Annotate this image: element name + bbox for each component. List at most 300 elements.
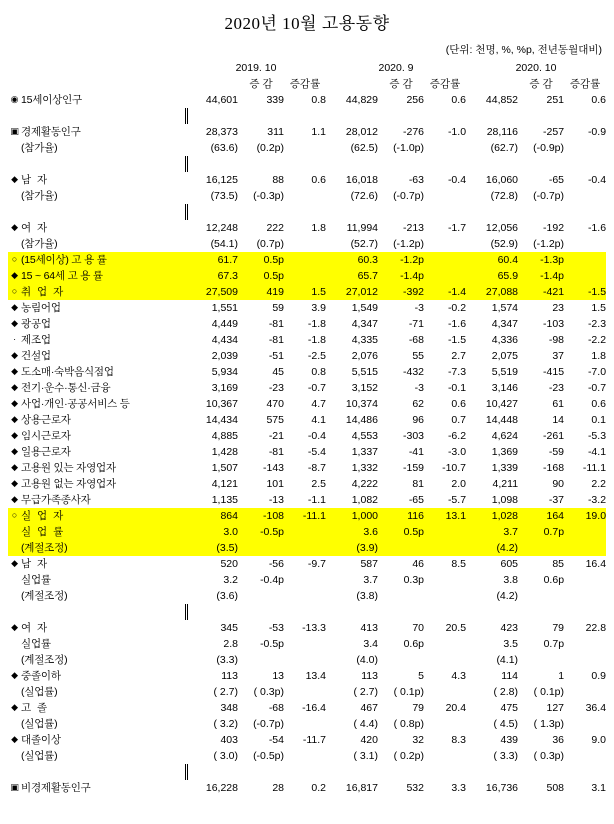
cell-services-2020-09-value: 10,374 (345, 397, 378, 410)
spacer-cell (424, 204, 466, 220)
spacer-cell (424, 156, 466, 172)
row-bullet-icon: ◆ (11, 621, 18, 632)
cell-un_male-2020-09-value: 587 (360, 557, 378, 570)
table-row (8, 572, 606, 588)
cell-utilities-2020-09-change: -3 (414, 381, 424, 394)
table-row (8, 588, 606, 604)
row-label-text: (계절조정) (21, 541, 68, 554)
cell-un_female-2019-10-change: -53 (268, 621, 284, 634)
cell-edu_high-2020-10-rate: 36.4 (585, 701, 607, 714)
spacer-cell (466, 108, 518, 124)
cell-agri-2020-09-rate: -0.2 (447, 301, 467, 314)
cell-edu_high-2020-10-value: 475 (500, 701, 519, 714)
row-label-mining (8, 316, 186, 332)
row-label-manufacturing (8, 332, 186, 348)
table-row (8, 124, 606, 140)
table-row (8, 620, 606, 636)
table-row (8, 428, 606, 444)
row-label-text: (실업률) (21, 749, 58, 762)
row-label-text: 고 졸 (21, 701, 49, 714)
cell-edu_middle_rate-2020-09-change: ( 0.1p) (393, 685, 424, 698)
cell-ea_male-2019-10-rate: 0.6 (311, 173, 326, 186)
cell-edu_high-2020-09-change: 79 (412, 701, 424, 714)
spacer-cell (238, 204, 284, 220)
cell-regular-2020-10-value: 14,448 (485, 413, 519, 426)
cell-un_male_sa-2020-10-value: (4.2) (496, 589, 519, 602)
table-row (8, 476, 606, 492)
cell-emp_rate_1564-2020-09-rate (424, 268, 466, 284)
cell-employed-2019-10-value: 27,509 (186, 284, 238, 300)
cell-econ_active-2020-10-rate: -0.9 (587, 125, 607, 138)
table-row (8, 412, 606, 428)
cell-un_male-2020-09-rate: 8.5 (451, 557, 467, 570)
cell-edu_middle_rate-2019-10-rate (284, 684, 326, 700)
cell-not_econ_active-2020-10-value: 16,736 (485, 781, 519, 794)
cell-ea_male-2020-09-rate: -0.4 (447, 173, 467, 186)
cell-un_male-2019-10-change: -56 (268, 557, 284, 570)
spacer-cell (186, 604, 238, 620)
cell-pop15-2020-10-rate: 0.6 (591, 93, 607, 106)
row-bullet-icon: ◆ (11, 349, 18, 360)
cell-manufacturing-2020-10-value: 4,336 (491, 333, 519, 346)
cell-ea_male-2019-10-value: 16,125 (205, 173, 238, 186)
table-row (8, 316, 606, 332)
cell-construction-2020-10-change: 37 (552, 349, 565, 362)
cell-self_emp_without-2020-09-rate: 2.0 (451, 477, 467, 490)
cell-edu_high_rate-2019-10-rate (284, 716, 326, 732)
cell-temporary-2020-10-rate: -5.3 (587, 429, 607, 442)
cell-services-2020-10-change: 61 (552, 397, 565, 410)
header-blank-corner (8, 60, 186, 92)
cell-employed-2020-10-change: -421 (518, 284, 564, 300)
cell-econ_active_rate-2020-09-rate (424, 140, 466, 156)
cell-ea_female-2020-10-rate: -1.6 (587, 221, 607, 234)
cell-ea_male_rate-2020-10-value: (72.8) (490, 189, 519, 202)
row-label-text: 남 자 (21, 173, 49, 186)
cell-unpaid_family-2020-09-change: -65 (408, 493, 424, 506)
spacer-cell (518, 108, 564, 124)
cell-un_female_rate-2019-10-change: -0.5p (260, 637, 284, 650)
cell-un_female_rate-2020-09-rate (424, 636, 466, 652)
row-label-text: 농림어업 (21, 301, 61, 314)
cell-ea_female_rate-2020-10-rate (564, 236, 606, 252)
row-bullet-icon: ◆ (11, 381, 18, 392)
cell-edu_college_rate-2020-10-rate (564, 748, 606, 764)
cell-mining-2019-10-change: -81 (268, 317, 284, 330)
row-label-edu_middle (8, 668, 186, 684)
cell-regular-2020-10-change: 14 (552, 413, 565, 426)
cell-manufacturing-2020-10-rate: -2.2 (587, 333, 607, 346)
table-row (8, 732, 606, 748)
cell-self_emp_without-2020-09-value: 4,222 (351, 477, 378, 490)
cell-un_male_rate-2020-09-rate (424, 572, 466, 588)
cell-emp_rate_1564-2019-10-rate (284, 268, 326, 284)
row-label-unemployed (8, 508, 186, 524)
cell-un_male_rate-2020-10-rate (564, 572, 606, 588)
cell-econ_active_rate-2020-10-change: (-0.9p) (533, 141, 565, 154)
cell-un_female-2020-09-rate: 20.5 (445, 621, 467, 634)
spacer-cell (186, 764, 238, 780)
cell-unemp_rate_sa-2020-10-rate (564, 540, 606, 556)
spacer-cell (518, 604, 564, 620)
cell-edu_high_rate-2019-10-change: (-0.7p) (253, 717, 284, 730)
cell-edu_college_rate-2020-09-value: ( 3.1) (353, 749, 378, 762)
cell-un_male_sa-2020-09-change (378, 588, 424, 604)
row-label-daily (8, 444, 186, 460)
cell-edu_middle-2020-10-change: 1 (558, 669, 565, 682)
cell-unemp_rate-2020-10-value: 3.7 (466, 524, 518, 540)
row-label-text: 고용원 없는 자영업자 (21, 477, 116, 490)
row-label-pop15 (8, 92, 186, 108)
row-label-text: 일용근로자 (21, 445, 71, 458)
header-value-2020-10 (466, 76, 518, 92)
cell-econ_active_rate-2020-10-value: (62.7) (490, 141, 519, 154)
cell-employed-2020-09-change: -392 (378, 284, 424, 300)
table-row (8, 268, 606, 284)
row-bullet-icon: · (13, 333, 16, 344)
row-label-text: (실업률) (21, 685, 58, 698)
cell-edu_middle_rate-2020-10-change: ( 0.1p) (533, 685, 565, 698)
row-label-text: 사업·개인·공공서비스 등 (21, 397, 130, 410)
row-label-text: 15 ~ 64세 고 용 률 (21, 269, 103, 282)
row-label-ea_male_rate (8, 188, 186, 204)
cell-edu_high-2019-10-change: -68 (268, 701, 284, 714)
cell-econ_active_rate-2019-10-value: (63.6) (210, 141, 238, 154)
cell-econ_active-2019-10-rate: 1.1 (311, 125, 326, 138)
spacer-cell (518, 156, 564, 172)
spacer-cell (378, 764, 424, 780)
cell-un_female_rate-2020-09-value: 3.4 (363, 637, 378, 650)
cell-emp_rate_1564-2019-10-value: 67.3 (186, 268, 238, 284)
table-spacer-row (8, 108, 606, 124)
table-row (8, 684, 606, 700)
cell-unemployed-2020-09-change: 116 (378, 508, 424, 524)
cell-not_econ_active-2020-09-change: 532 (406, 781, 424, 794)
row-label-un_female_sa (8, 652, 186, 668)
spacer-cell (326, 108, 378, 124)
cell-emp_rate_1564-2020-10-value: 65.9 (466, 268, 518, 284)
row-label-edu_high_rate (8, 716, 186, 732)
row-label-text: 경제활동인구 (21, 125, 81, 138)
cell-mining-2019-10-value: 4,449 (211, 317, 238, 330)
spacer-cell (186, 156, 238, 172)
row-label-regular (8, 412, 186, 428)
cell-construction-2020-09-change: 55 (412, 349, 424, 362)
row-label-edu_middle_rate (8, 684, 186, 700)
cell-emp_rate_15-2019-10-rate (284, 252, 326, 268)
row-label-edu_college (8, 732, 186, 748)
cell-ea_female-2019-10-change: 222 (266, 221, 284, 234)
cell-ea_female_rate-2020-09-value: (52.7) (350, 237, 378, 250)
row-bullet-icon: ◆ (11, 445, 18, 456)
cell-wholesale-2020-10-change: -415 (543, 365, 565, 378)
cell-ea_male-2020-10-rate: -0.4 (587, 173, 607, 186)
cell-ea_male_rate-2020-10-change: (-0.7p) (533, 189, 565, 202)
cell-edu_middle-2020-09-rate: 4.3 (451, 669, 467, 682)
header-rate-2020-10: 증감률 (569, 77, 601, 90)
cell-unemp_rate-2020-09-rate (424, 524, 466, 540)
cell-unpaid_family-2019-10-change: -13 (268, 493, 284, 506)
cell-services-2020-10-value: 10,427 (485, 397, 519, 410)
cell-self_emp_with-2020-09-rate: -10.7 (442, 461, 467, 474)
row-label-text: (참가율) (21, 189, 58, 202)
header-rate-2020-09: 증감률 (429, 77, 461, 90)
cell-edu_middle_rate-2020-10-value: ( 2.8) (493, 685, 519, 698)
cell-emp_rate_1564-2020-09-change: -1.4p (378, 268, 424, 284)
table-row (8, 172, 606, 188)
row-label-econ_active_rate (8, 140, 186, 156)
row-label-temporary (8, 428, 186, 444)
cell-edu_middle-2019-10-change: 13 (272, 669, 284, 682)
cell-mining-2019-10-rate: -1.8 (307, 317, 326, 330)
table-row (8, 780, 606, 796)
row-label-un_male (8, 556, 186, 572)
cell-not_econ_active-2019-10-value: 16,228 (205, 781, 238, 794)
spacer-cell (378, 108, 424, 124)
row-label-text: 남 자 (21, 557, 49, 570)
row-label-unpaid_family (8, 492, 186, 508)
cell-wholesale-2019-10-change: 45 (272, 365, 284, 378)
cell-unemp_rate_sa-2019-10-value: (3.5) (186, 540, 238, 556)
table-row (8, 540, 606, 556)
row-label-text: 실업률 (21, 637, 51, 650)
cell-temporary-2020-10-value: 4,624 (491, 429, 519, 442)
cell-emp_rate_15-2020-09-rate (424, 252, 466, 268)
cell-unpaid_family-2020-10-value: 1,098 (491, 493, 519, 506)
cell-emp_rate_15-2019-10-value: 61.7 (186, 252, 238, 268)
cell-wholesale-2019-10-value: 5,934 (211, 365, 238, 378)
cell-unemployed-2020-09-value: 1,000 (326, 508, 378, 524)
cell-construction-2019-10-change: -51 (268, 349, 284, 362)
cell-un_male_rate-2020-10-change: 0.6p (543, 573, 565, 586)
cell-agri-2020-09-change: -3 (414, 301, 424, 314)
spacer-cell (326, 604, 378, 620)
cell-ea_female_rate-2020-10-change: (-1.2p) (533, 237, 565, 250)
cell-ea_male-2020-09-change: -63 (408, 173, 424, 186)
row-label-text: 임시근로자 (21, 429, 71, 442)
table-body (8, 92, 606, 796)
cell-wholesale-2020-10-rate: -7.0 (587, 365, 607, 378)
cell-manufacturing-2019-10-value: 4,434 (211, 333, 238, 346)
cell-edu_middle-2019-10-rate: 13.4 (305, 669, 326, 682)
row-bullet-icon: ◆ (11, 701, 18, 712)
row-label-edu_high (8, 700, 186, 716)
cell-temporary-2019-10-change: -21 (268, 429, 284, 442)
table-row (8, 300, 606, 316)
cell-econ_active-2019-10-value: 28,373 (205, 125, 238, 138)
row-label-not_econ_active (8, 780, 186, 796)
spacer-cell (564, 156, 606, 172)
row-label-text: 15세이상인구 (21, 93, 82, 106)
table-row (8, 700, 606, 716)
cell-edu_college_rate-2020-10-value: ( 3.3) (493, 749, 519, 762)
cell-unemp_rate_sa-2020-09-value: (3.9) (326, 540, 378, 556)
row-label-self_emp_with (8, 460, 186, 476)
cell-manufacturing-2020-09-rate: -1.5 (447, 333, 467, 346)
row-label-un_female (8, 620, 186, 636)
cell-un_male_sa-2020-09-value: (3.8) (356, 589, 378, 602)
cell-un_female-2020-10-rate: 22.8 (585, 621, 607, 634)
row-label-text: 비경제활동인구 (21, 781, 91, 794)
row-label-econ_active (8, 124, 186, 140)
cell-ea_male_rate-2020-09-change: (-0.7p) (393, 189, 424, 202)
cell-emp_rate_15-2020-10-change: -1.3p (518, 252, 564, 268)
cell-ea_female_rate-2020-10-value: (52.9) (490, 237, 519, 250)
cell-un_male_sa-2019-10-rate (284, 588, 326, 604)
cell-pop15-2020-10-value: 44,852 (485, 93, 519, 106)
cell-edu_middle_rate-2020-09-rate (424, 684, 466, 700)
row-label-text: 중졸이하 (21, 669, 61, 682)
table-spacer-row (8, 204, 606, 220)
cell-regular-2019-10-rate: 4.1 (311, 413, 326, 426)
cell-agri-2019-10-value: 1,551 (211, 301, 238, 314)
table-spacer-row (8, 764, 606, 780)
cell-unemp_rate-2019-10-value: 3.0 (186, 524, 238, 540)
cell-unemp_rate_sa-2019-10-change (238, 540, 284, 556)
header-change-2019-10: 증 감 (249, 77, 273, 90)
spacer-cell (466, 604, 518, 620)
row-label-text: (참가율) (21, 237, 58, 250)
row-bullet-icon: ○ (11, 285, 18, 296)
cell-econ_active_rate-2019-10-rate (284, 140, 326, 156)
row-label-unemp_rate_sa (8, 540, 186, 556)
cell-wholesale-2019-10-rate: 0.8 (311, 365, 326, 378)
cell-utilities-2019-10-rate: -0.7 (307, 381, 326, 394)
row-label-unemp_rate (8, 524, 186, 540)
row-label-emp_rate_1564 (8, 268, 186, 284)
cell-edu_high-2019-10-rate: -16.4 (302, 701, 326, 714)
cell-ea_female-2019-10-value: 12,248 (205, 221, 238, 234)
cell-edu_middle-2019-10-value: 113 (221, 669, 238, 682)
cell-un_female_sa-2020-10-change (518, 652, 564, 668)
table-row (8, 364, 606, 380)
cell-wholesale-2020-09-rate: -7.3 (447, 365, 467, 378)
employment-report-page (0, 9, 614, 824)
cell-employed-2020-09-rate: -1.4 (424, 284, 466, 300)
table-row (8, 748, 606, 764)
cell-mining-2020-10-value: 4,347 (491, 317, 519, 330)
cell-unemp_rate_sa-2020-09-rate (424, 540, 466, 556)
cell-econ_active_rate-2020-09-change: (-1.0p) (393, 141, 424, 154)
header-change-2020-09: 증 감 (389, 77, 413, 90)
row-label-text: 광공업 (21, 317, 51, 330)
cell-edu_middle-2020-09-value: 113 (361, 669, 378, 682)
table-row (8, 716, 606, 732)
row-bullet-icon: ◆ (11, 557, 18, 568)
cell-edu_middle-2020-09-change: 5 (418, 669, 424, 682)
cell-self_emp_with-2019-10-change: -143 (262, 461, 284, 474)
cell-manufacturing-2019-10-rate: -1.8 (307, 333, 326, 346)
header-row-period (8, 60, 606, 76)
cell-un_male-2020-10-value: 605 (500, 557, 519, 570)
row-bullet-icon: ▣ (10, 781, 19, 792)
spacer-cell (378, 604, 424, 620)
cell-ea_male-2019-10-change: 88 (272, 173, 284, 186)
cell-unemployed-2019-10-rate: -11.1 (284, 508, 326, 524)
cell-utilities-2019-10-change: -23 (268, 381, 284, 394)
header-period-2020-09: 2020. 9 (378, 61, 414, 74)
cell-self_emp_without-2020-10-value: 4,211 (492, 477, 519, 490)
cell-ea_male-2020-09-value: 16,018 (345, 173, 378, 186)
cell-un_male-2019-10-value: 520 (220, 557, 238, 570)
cell-self_emp_without-2020-09-change: 81 (412, 477, 424, 490)
cell-un_female_rate-2019-10-value: 2.8 (223, 637, 238, 650)
cell-unemp_rate_sa-2020-10-value: (4.2) (466, 540, 518, 556)
cell-un_female-2020-10-change: 79 (552, 621, 565, 634)
table-spacer-row (8, 156, 606, 172)
cell-services-2019-10-value: 10,367 (205, 397, 238, 410)
row-label-employed (8, 284, 186, 300)
row-label-text: 제조업 (21, 333, 51, 346)
spacer-cell (326, 764, 378, 780)
cell-daily-2019-10-change: -81 (268, 445, 284, 458)
cell-not_econ_active-2020-09-rate: 3.3 (451, 781, 467, 794)
cell-ea_female-2020-09-value: 11,994 (346, 221, 378, 234)
cell-edu_high_rate-2020-09-change: ( 0.8p) (393, 717, 424, 730)
row-label-text: 여 자 (21, 221, 49, 234)
row-label-text: (15세이상) 고 용 률 (21, 253, 107, 266)
cell-un_female_rate-2020-10-value: 3.5 (503, 637, 519, 650)
row-label-services (8, 396, 186, 412)
table-row (8, 348, 606, 364)
spacer-cell (8, 604, 186, 620)
table-row (8, 284, 606, 300)
cell-unemp_rate-2019-10-rate (284, 524, 326, 540)
cell-econ_active-2019-10-change: 311 (267, 125, 284, 138)
cell-pop15-2019-10-rate: 0.8 (311, 93, 326, 106)
cell-daily-2020-10-value: 1,369 (491, 445, 519, 458)
cell-edu_high_rate-2020-10-change: ( 1.3p) (533, 717, 565, 730)
row-bullet-icon: ◆ (11, 429, 18, 440)
cell-unpaid_family-2020-10-rate: -3.2 (587, 493, 607, 506)
table-row (8, 524, 606, 540)
cell-daily-2020-09-change: -41 (408, 445, 424, 458)
row-bullet-icon: ◆ (11, 221, 18, 232)
row-bullet-icon: ◉ (10, 93, 19, 104)
row-label-text: 여 자 (21, 621, 49, 634)
cell-temporary-2020-09-change: -303 (402, 429, 424, 442)
row-label-agri (8, 300, 186, 316)
cell-mining-2020-09-rate: -1.6 (447, 317, 467, 330)
cell-edu_college-2019-10-value: 403 (220, 733, 238, 746)
cell-services-2019-10-change: 470 (266, 397, 284, 410)
spacer-cell (564, 604, 606, 620)
row-label-text: 취 업 자 (21, 285, 65, 298)
cell-un_female_sa-2020-10-rate (564, 652, 606, 668)
cell-ea_female_rate-2019-10-rate (284, 236, 326, 252)
cell-wholesale-2020-09-value: 5,515 (351, 365, 378, 378)
cell-ea_male_rate-2020-09-rate (424, 188, 466, 204)
cell-edu_middle_rate-2020-09-value: ( 2.7) (353, 685, 378, 698)
cell-self_emp_without-2019-10-rate: 2.5 (311, 477, 326, 490)
cell-econ_active_rate-2019-10-change: (0.2p) (256, 141, 284, 154)
cell-edu_college-2019-10-change: -54 (268, 733, 284, 746)
cell-daily-2020-09-rate: -3.0 (447, 445, 467, 458)
row-bullet-icon: ◆ (11, 669, 18, 680)
table-row (8, 636, 606, 652)
cell-edu_college-2020-10-value: 439 (500, 733, 519, 746)
cell-employed-2019-10-change: 419 (238, 284, 284, 300)
header-value-2019-10 (186, 76, 238, 92)
cell-mining-2020-09-change: -71 (408, 317, 424, 330)
row-label-wholesale (8, 364, 186, 380)
spacer-cell (466, 764, 518, 780)
cell-edu_college_rate-2020-10-change: ( 0.3p) (533, 749, 565, 762)
spacer-cell (8, 764, 186, 780)
cell-utilities-2020-10-rate: -0.7 (587, 381, 607, 394)
cell-regular-2020-10-rate: 0.1 (591, 413, 607, 426)
cell-econ_active-2020-09-change: -276 (402, 125, 424, 138)
